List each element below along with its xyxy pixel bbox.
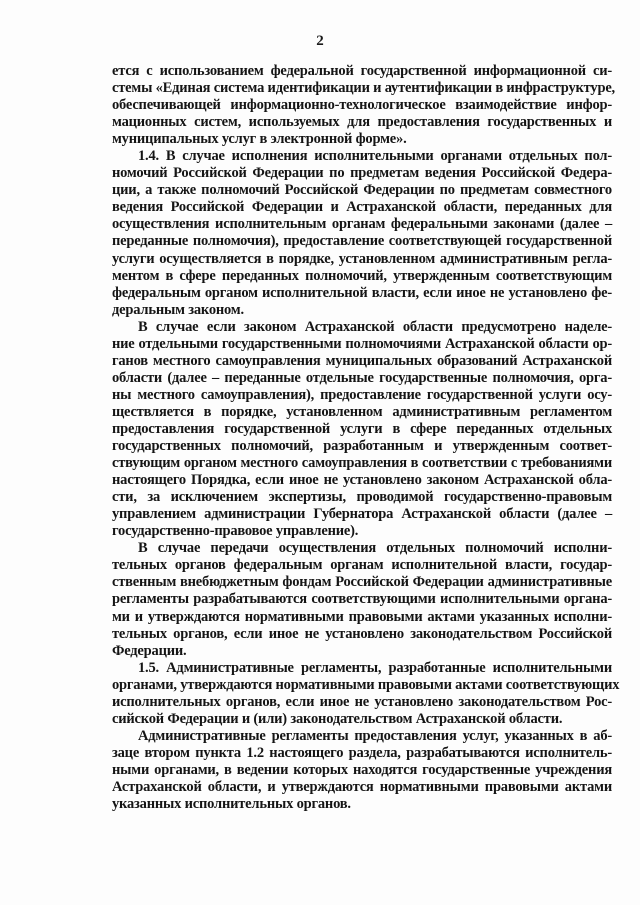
text-line: ми и утверждаются нормативными правовыми актами указанных исполни- [112,608,612,625]
text-line: Федерации. [112,642,187,659]
text-line: ние отдельными государственными полномочиями Астраханской области ор- [112,335,612,352]
text-line: осуществления исполнительным органам федеральными законами (далее – [112,216,612,233]
text-line: ществляется в порядке, установленном административным регламентом [112,403,612,420]
text-line: В случае передачи осуществления отдельных полномочий исполни- [138,540,612,557]
text-line: управлением администрации Губернатора Астраханской области (далее – [112,506,612,523]
text-line: области (далее – переданные отдельные государственные полномочия, орга- [112,369,612,386]
text-line: тельных органов федеральным органам исполнительной власти, государ- [112,557,612,574]
text-line: государственно-правовое управление). [112,523,359,540]
text-line: сти, за исключением экспертизы, проводимой государственно-правовым [112,489,612,506]
text-line: услуги осуществляется в порядке, установленном административным регла- [112,250,612,267]
text-line: ганов местного самоуправления муниципальных образований Астраханской [112,352,612,369]
text-line: указанных исполнительных органов. [112,796,351,813]
text-line: ведения Российской Федерации и Астраханской области, переданных для [112,199,612,216]
text-line: 1.4. В случае исполнения исполнительными органами отдельных пол- [138,148,612,165]
paragraph [112,148,612,318]
text-line: заце втором пункта 1.2 настоящего раздела, разрабатываются исполнитель- [112,744,612,761]
paragraph [112,659,620,728]
text-line: обеспечивающей информационно-технологическое взаимодействие инфор- [112,97,612,114]
text-line: 1.5. Административные регламенты, разработанные исполнительными [138,659,612,676]
text-line: ется с использованием федеральной государственной информационной си- [112,63,612,79]
text-line: федеральным органом исполнительной власти, если иное не установлено фе- [112,284,612,301]
text-line: В случае если законом Астраханской области предусмотрено наделе- [138,318,612,335]
page-number: 2 [316,33,324,49]
text-line: настоящего Порядка, если иное не установлено законом Астраханской обла- [112,472,612,489]
text-line: Административные регламенты предоставления услуг, указанных в аб- [138,727,612,744]
text-line: регламенты разрабатываются соответствующими исполнительными органа- [112,591,612,608]
text-line: органами, утверждаются нормативными правовыми актами соответствующих [112,676,620,693]
text-line: ментом в сфере переданных полномочий, утвержденным соответствующим [112,267,612,284]
text-line: исполнительных органов, если иное не установлено законодательством Рос- [112,693,612,710]
paragraph [112,319,612,541]
text-line: ствующим органом местного самоуправления в соответствии с требованиями [112,455,612,472]
paragraph [112,63,615,148]
paragraph [112,728,612,813]
text-line: номочий Российской Федерации по предметам ведения Российской Федера- [112,165,612,182]
text-line: предоставления государственной услуги в сфере переданных отдельных [112,420,612,437]
paragraph [112,540,612,659]
text-line: ственным внебюджетным фондам Российской Федерации административные [112,574,612,591]
text-line: ными органами, в ведении которых находятся государственные учреждения [112,761,612,778]
text-line: сийской Федерации и (или) законодательством Астраханской области. [112,710,563,727]
text-line: переданные полномочия), предоставление соответствующей государственной [112,233,612,250]
text-line: Астраханской области, и утверждаются нормативными правовыми актами [112,778,612,795]
text-line: мационных систем, используемых для предоставления государственных и [112,114,612,131]
text-line: стемы «Единая система идентификации и аутентификации в инфраструктуре, [112,80,615,97]
text-line: ции, а также полномочий Российской Федерации по предметам совместного [112,182,612,199]
text-line: государственных полномочий, разработанным и утвержденным соответ- [112,438,612,455]
document-body [112,63,620,813]
text-line: деральным законом. [112,301,244,318]
text-line: муниципальных услуг в электронной форме». [112,131,407,148]
text-line: тельных органов, если иное не установлено законодательством Российской [112,625,612,642]
text-line: ны местного самоуправления), предоставление государственной услуги осу- [112,386,612,403]
